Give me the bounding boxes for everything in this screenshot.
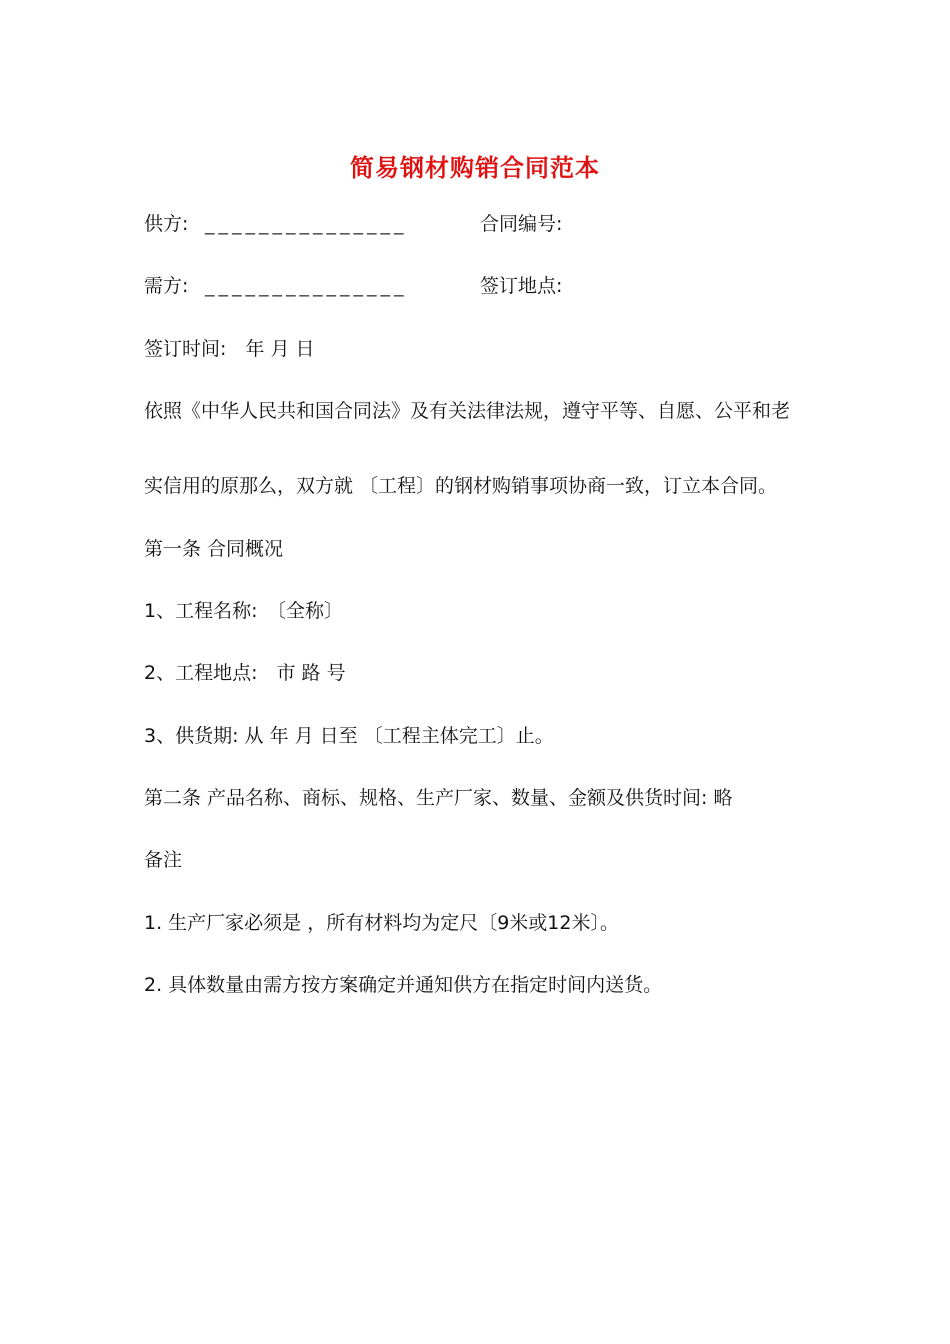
supplier-blank: _______________ (205, 213, 408, 235)
contract-number-label: 合同编号: (480, 213, 563, 235)
article-1-item-1: 1、工程名称: 〔全称〕 (144, 600, 343, 622)
remarks-title: 备注 (144, 849, 183, 871)
intro-paragraph-line-2: 实信用的原那么，双方就 〔工程〕的钢材购销事项协商一致，订立本合同。 (144, 475, 778, 497)
buyer-label: 需方: (144, 275, 189, 297)
document-title: 简易钢材购销合同范本 (350, 154, 600, 182)
intro-paragraph-line-1: 依照《中华人民共和国合同法》及有关法律法规，遵守平等、自愿、公平和老 (144, 400, 791, 422)
remark-item-2: 2. 具体数量由需方按方案确定并通知供方在指定时间内送货。 (144, 974, 663, 996)
article-1-item-2: 2、工程地点: 市 路 号 (144, 662, 346, 684)
sign-place-label: 签订地点: (480, 275, 563, 297)
supplier-label: 供方: (144, 213, 189, 235)
remark-item-1: 1. 生产厂家必须是 ，所有材料均为定尺〔9米或12米〕。 (144, 912, 619, 934)
buyer-blank: _______________ (205, 275, 408, 297)
sign-time: 签订时间: 年 月 日 (144, 338, 315, 360)
article-2-title: 第二条 产品名称、商标、规格、生产厂家、数量、金额及供货时间: 略 (144, 787, 733, 809)
article-1-item-3: 3、供货期: 从 年 月 日至 〔工程主体完工〕止。 (144, 725, 554, 747)
article-1-title: 第一条 合同概况 (144, 538, 284, 560)
